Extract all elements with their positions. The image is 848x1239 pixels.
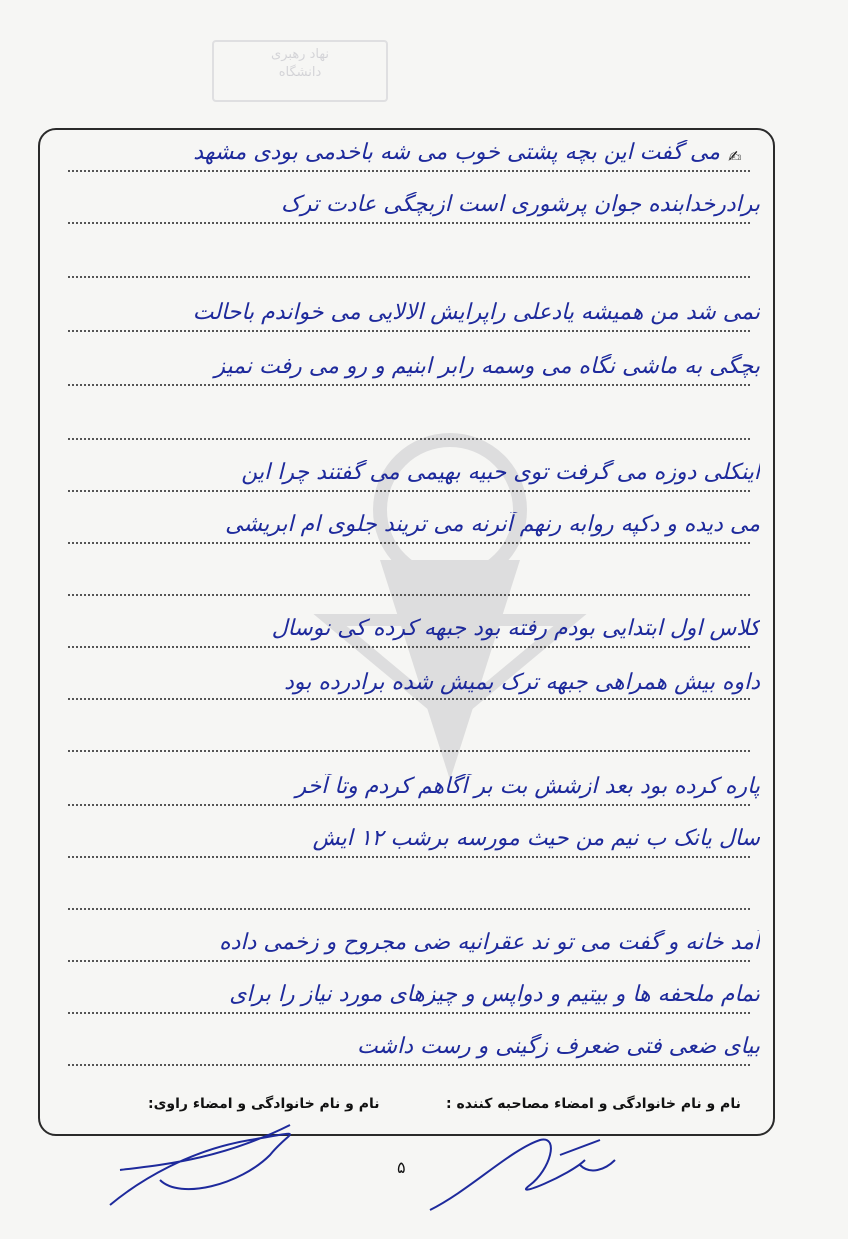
ruled-line [68,438,750,440]
ruled-line [68,646,750,648]
ruled-line [68,330,750,332]
stamp [212,40,388,102]
pen-icon: ✍ [728,147,742,166]
ruled-line [68,222,750,224]
ruled-line [68,542,750,544]
ruled-line [68,1064,750,1066]
handwritten-line: بچگی به ماشی نگاه می وسمه رابر ابنیم و رو می رفت نمیز [214,354,760,379]
interviewer-signature [410,1130,630,1220]
stamp-line-1: نهاد رهبری [271,47,329,62]
handwritten-line: می دیده و دکپه روابه رنهم آنرنه می تریند جلوی ام ابریشی [225,512,760,537]
handwritten-line: پاره کرده بود بعد ازشش بت بر آگاهم کردم وتا آخر [295,774,760,799]
ruled-line [68,750,750,752]
ruled-line [68,908,750,910]
handwritten-line: تمام ملحفه ها و بیتیم و دواپس و چیزهای مورد نیاز را برای [229,982,760,1007]
narrator-signature-label: نام و نام خانوادگی و امضاء راوی: [148,1096,380,1112]
interviewer-signature-label: نام و نام خانوادگی و امضاء مصاحبه کننده : [446,1096,741,1112]
ruled-line [68,490,750,492]
handwritten-line: برادرخدابنده جوان پرشوری است ازبچگی عادت ترک [281,192,760,217]
handwritten-line: می گفت این بچه پشتی خوب می شه باخدمی بودی مشهد [193,140,720,165]
ruled-line [68,856,750,858]
handwritten-line: نمی شد من همیشه یادعلی راپرایش الالایی می خواندم باحالت [192,300,760,325]
handwritten-line: سال یانک ب نیم من حیث مورسه برشب ۱۲ ایش [312,826,760,851]
handwritten-line: آمد خانه و گفت می تو ند عقرانیه ضی مجروح و زخمی داده [219,930,760,955]
ruled-line [68,698,750,700]
handwritten-line: داوه بیش همراهی جبهه ترک بمیش شده برادرده بود [284,670,760,695]
ruled-line [68,276,750,278]
stamp-line-2: دانشگاه [278,65,322,80]
ruled-line [68,1012,750,1014]
narrator-signature [100,1110,300,1220]
handwritten-line: اینکلی دوزه می گرفت توی حبیه بهیمی می گفتند چرا این [241,460,760,485]
ruled-line [68,960,750,962]
handwritten-line: کلاس اول ابتدایی بودم رفته بود جبهه کرده کی نوسال [271,616,760,641]
page-number: ۵ [397,1158,406,1177]
handwritten-line: بیای ضعی فتی ضعرف زگینی و رست داشت [357,1034,760,1059]
ruled-line [68,804,750,806]
ruled-line [68,170,750,172]
ruled-line [68,384,750,386]
ruled-line [68,594,750,596]
